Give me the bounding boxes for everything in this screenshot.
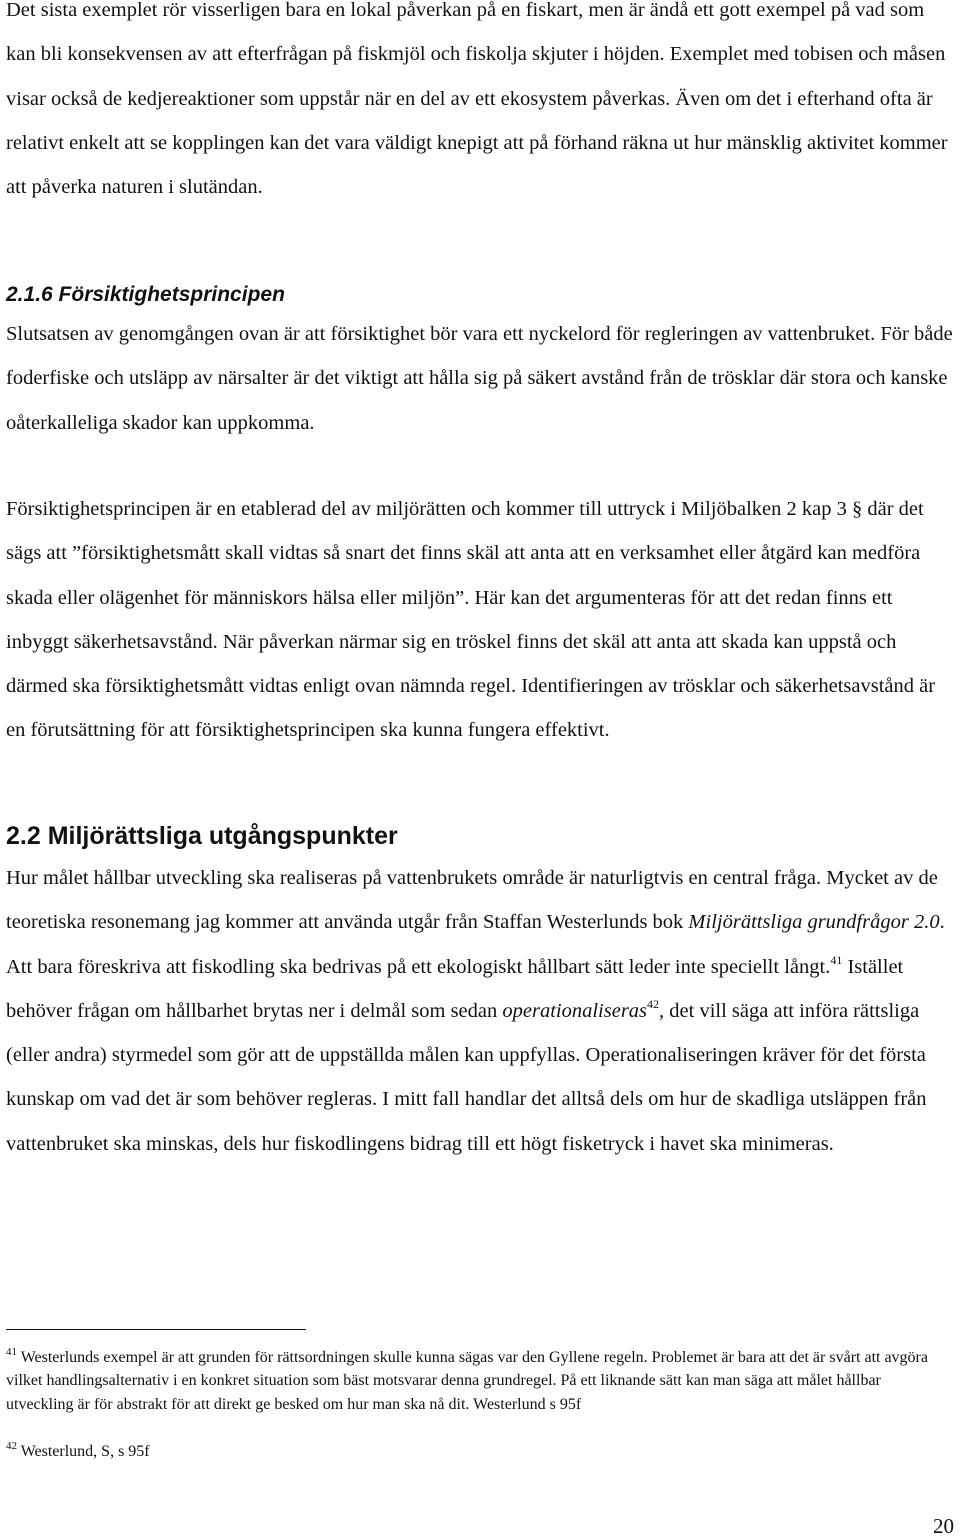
paragraph-forsiktighetsprincipen: Försiktighetsprincipen är en etablerad del av miljörätten och kommer till uttryck i Miljöbalken 2 kap 3 § där det sägs att ”försiktighetsmått skall vidtas så snart det finns skäl att anta att en verksamhet eller åtgärd kan medföra skada eller olägenhet för människors hälsa eller miljön”. Här kan det argumenteras för att det redan finns ett inbyggt säkerhetsavstånd. När påverkan närmar sig en tröskel finns det skäl att anta att skada kan uppstå och därmed ska försiktighetsmått vidtas enligt ovan nämnda regel. Identifieringen av trösklar och säkerhetsavstånd är en förutsättning för att försiktighetsprincipen ska kunna fungera effektivt.: [6, 498, 936, 742]
paragraph-fiskmjol: Det sista exemplet rör visserligen bara en lokal påverkan på en fiskart, men är ändå ett gott exempel på vad som kan bli konsekvensen av att efterfrågan på fiskmjöl och fiskolja skjuter i höjden. Exemplet med tobisen och måsen visar också de kedjereaktioner som uppstår när en del av ett ekosystem påverkas. Även om det i efterhand ofta är relativt enkelt att se kopplingen kan det vara väldigt knepigt att på förhand räkna ut hur mänsklig aktivitet kommer att påverka naturen i slutändan.: [6, 0, 948, 199]
paragraph-text: , det vill säga att införa rättsliga (eller andra) styrmedel som gör att de uppställda målen kan uppfyllas. Operationaliseringen kräver för det första kunskap om vad det är som behöver regleras. I mitt fall handlar det alltså dels om hur de skadliga utsläppen från vattenbruket ska minskas, dels hur fiskodlingens bidrag till ett högt fisketryck i havet ska minimeras.: [6, 999, 927, 1155]
italic-term: operationaliseras: [502, 999, 648, 1022]
paragraph-slutsatsen: Slutsatsen av genomgången ovan är att försiktighet bör vara ett nyckelord för regleringen av vattenbruket. För både foderfiske och utsläpp av närsalter är det viktigt att hålla sig på säkert avstånd från de trösklar där stora och kanske oåterkalleliga skador kan uppkomma.: [6, 323, 953, 434]
footnote-text: Westerlund, S, s 95f: [17, 1443, 150, 1460]
footnote-42: [6, 1440, 951, 1463]
footnote-text: Westerlunds exempel är att grunden för rättsordningen skulle kunna sägas var den Gyllene regeln. Problemet är bara att det är svårt att avgöra vilket handlingsalternativ i en konkret situation som bäst motsvarar denna grundregel. På ett liknande sätt kan man säga att målet hållbar utveckling är för abstrakt för att direkt ge besked om hur man ska nå dit. Westerlund s 95f: [6, 1349, 928, 1413]
footnote-ref-41[interactable]: 41: [830, 952, 843, 967]
footnote-number: 42: [6, 1440, 17, 1452]
section-heading-2-2: 2.2 Miljörättsliga utgångspunkter: [6, 822, 398, 850]
section-heading-2-1-6: 2.1.6 Försiktighetsprincipen: [6, 283, 285, 306]
paragraph-text: Istället behöver frågan om hållbarhet brytas ner i delmål som sedan: [6, 955, 904, 1022]
footnote-ref-42[interactable]: 42: [647, 996, 660, 1011]
footnote-41: [6, 1346, 951, 1416]
paragraph-text: . Att bara föreskriva att fiskodling ska bedrivas på ett ekologiskt hållbart sätt leder inte speciellt långt.: [6, 911, 945, 978]
footnote-separator: [6, 1329, 306, 1330]
footnote-number: 41: [6, 1346, 17, 1358]
book-title: Miljörättsliga grundfrågor 2.0: [688, 911, 940, 934]
paragraph-text: Hur målet hållbar utveckling ska realiseras på vattenbrukets område är naturligtvis en central fråga. Mycket av de teoretiska resonemang jag kommer att använda utgår från Staffan Westerlunds bok: [6, 867, 938, 934]
paragraph-miljorattsliga: [6, 856, 956, 1166]
page-number: 20: [933, 1514, 954, 1538]
